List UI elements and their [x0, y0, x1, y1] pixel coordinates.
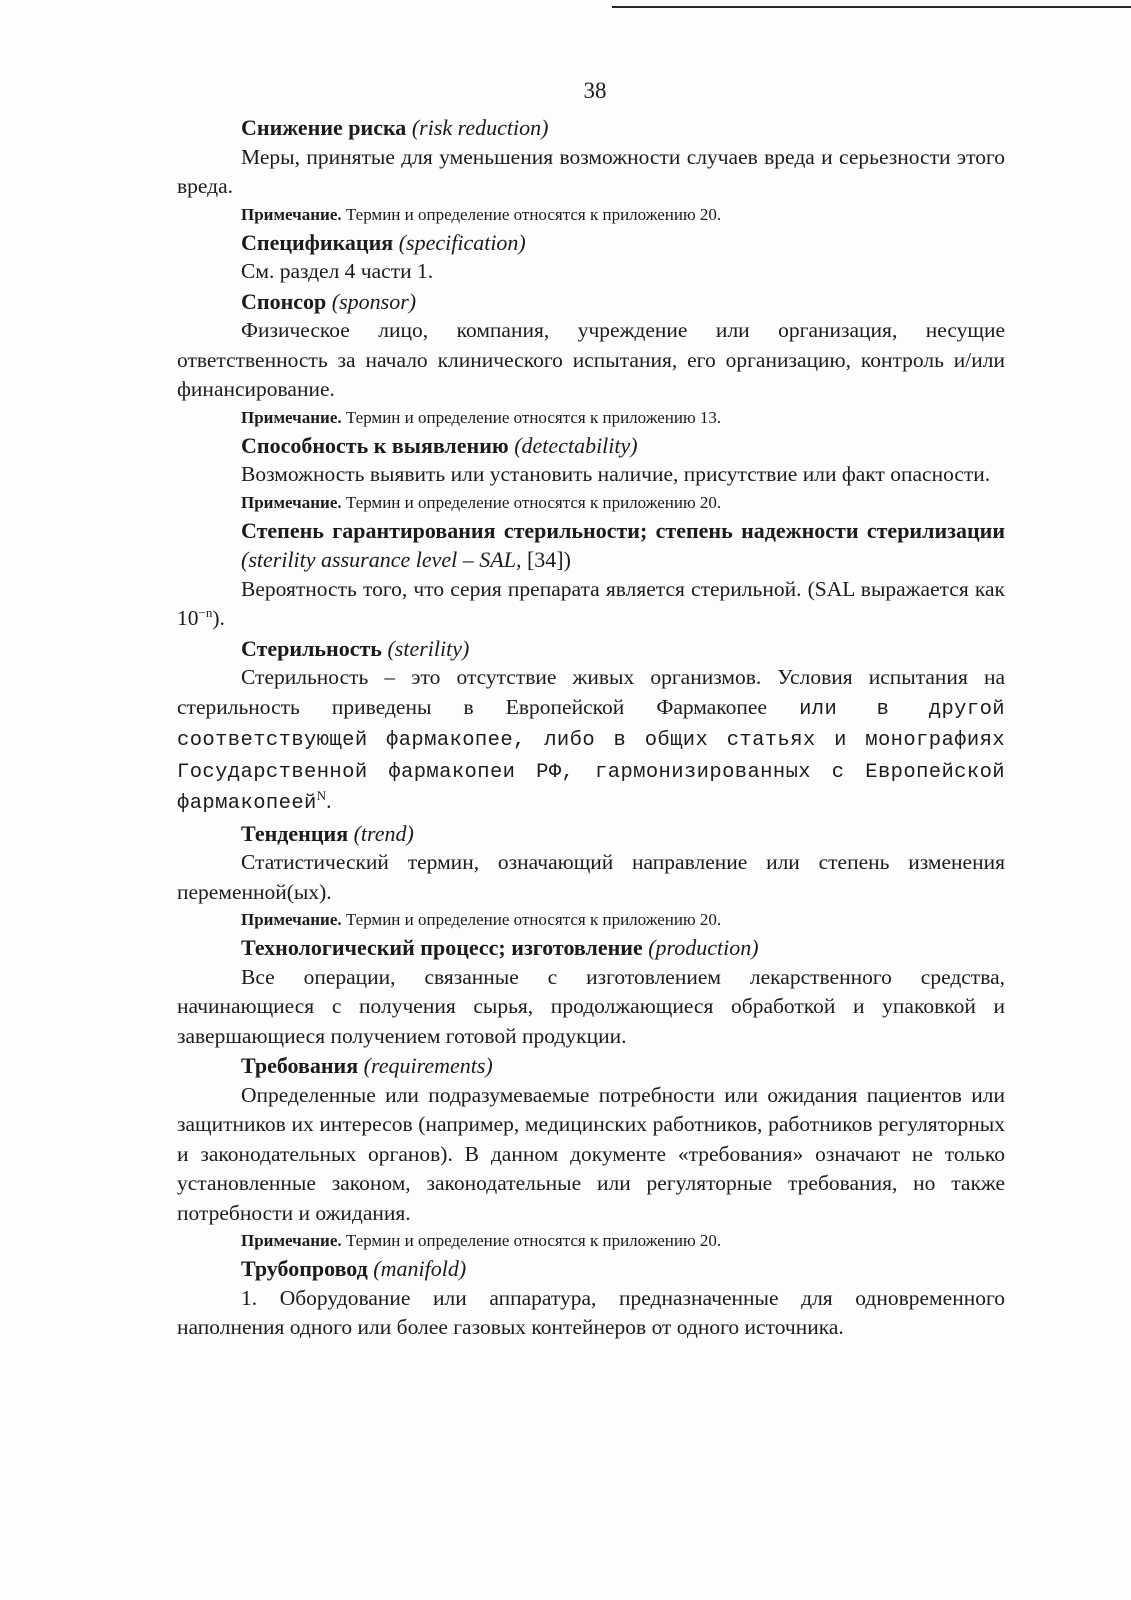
term-english: (production): [648, 935, 759, 960]
term-heading-sterility-assurance-level: [177, 516, 1005, 575]
term-english: (sterility assurance level – SAL,: [241, 547, 522, 572]
superscript-note: N: [316, 788, 327, 803]
term-heading-production: [177, 933, 1005, 963]
term-english: (risk reduction): [411, 115, 549, 140]
term-reference: [34]): [526, 547, 571, 572]
term-heading-risk-reduction: [177, 113, 1005, 143]
term-name: Снижение риска: [241, 115, 407, 140]
term-english: (specification): [398, 229, 526, 255]
term-english: (trend): [353, 820, 414, 846]
note-label: Примечание.: [241, 492, 342, 512]
term-heading-specification: [177, 228, 1005, 258]
term-english: (sterility): [387, 635, 470, 661]
term-definition: 1. Оборудование или аппаратура, предназначенные для одновременного наполнения одного или более газовых контейнеров от одного источника.: [177, 1285, 1005, 1339]
term-note: [177, 202, 1005, 228]
note-text: Термин и определение относятся к приложению 13.: [345, 407, 722, 427]
term-english: (detectability): [514, 432, 638, 458]
term-heading-requirements: [177, 1051, 1005, 1081]
term-heading-manifold: [177, 1254, 1005, 1284]
glossary-content: [177, 113, 1005, 1343]
term-name: Технологический процесс; изготовление: [241, 935, 643, 960]
term-definition: Статистический термин, означающий направление или степень изменения переменной(ых).: [177, 850, 1005, 904]
exponent: −n: [198, 605, 213, 620]
term-heading-detectability: [177, 431, 1005, 461]
term-definition: Возможность выявить или установить наличие, присутствие или факт опасности.: [241, 462, 991, 486]
term-heading-trend: [177, 819, 1005, 849]
term-name: Спонсор: [241, 288, 327, 314]
term-english: (manifold): [373, 1256, 467, 1281]
term-note: [177, 907, 1005, 933]
term-definition: Все операции, связанные с изготовлением лекарственного средства, начинающиеся с получения сырья, продолжающиеся обработкой и упаковкой и завершающиеся получением готовой продукции.: [177, 964, 1005, 1048]
term-english: (sponsor): [331, 288, 417, 314]
note-text: Термин и определение относятся к приложению 20.: [345, 492, 722, 512]
definition-text: Стерильность – это отсутствие живых организмов. Условия испытания на стерильность приведены в Европейской Фармакопее: [177, 665, 1005, 719]
term-definition: Меры, принятые для уменьшения возможности случаев вреда и серьезности этого вреда.: [177, 144, 1005, 198]
note-label: Примечание.: [241, 910, 342, 929]
term-definition: См. раздел 4 части 1.: [241, 259, 434, 283]
note-text: Термин и определение относятся к приложению 20.: [345, 910, 722, 929]
term-name: Тенденция: [241, 820, 349, 846]
term-name: Трубопровод: [241, 1256, 368, 1281]
term-note: [177, 1228, 1005, 1254]
term-definition: Физическое лицо, компания, учреждение или организация, несущие ответственность за начало клинического испытания, его организацию, контроль и/или финансирование.: [177, 318, 1005, 401]
term-name: Требования: [241, 1053, 359, 1078]
term-note: [177, 490, 1005, 516]
definition-end: .: [326, 789, 332, 813]
term-english: (requirements): [363, 1053, 493, 1078]
definition-text: Вероятность того, что серия препарата является стерильной. (SAL выражается как 10: [177, 576, 1005, 630]
definition-end: ).: [212, 606, 225, 630]
note-label: Примечание.: [241, 204, 342, 224]
term-name: Спецификация: [241, 229, 394, 255]
page-number: 38: [583, 78, 607, 103]
term-name: Способность к выявлению: [241, 432, 509, 458]
term-definition: Определенные или подразумеваемые потребности или ожидания пациентов или защитников их интересов (например, медицинских работников, работников регуляторных и законодательных органов). В данном документе «требования» означают не только установленные законом, законодательные или регуляторные требования, но также потребности и ожидания.: [177, 1082, 1005, 1225]
note-text: Термин и определение относятся к приложению 20.: [345, 204, 722, 224]
note-label: Примечание.: [241, 407, 342, 427]
scan-edge-line: [612, 6, 1131, 8]
note-label: Примечание.: [241, 1231, 342, 1250]
definition-text-monospace: или в другой соответствующей фармакопее, либо в общих статьях и монографиях Государственной фармакопеи РФ, гармонизированных с Европейской фармакопеей: [177, 697, 1005, 815]
term-definition: [177, 575, 1005, 634]
term-name: Степень гарантирования стерильности; степень надежности стерилизации: [241, 517, 1005, 543]
term-name: Стерильность: [241, 635, 382, 661]
term-definition: [177, 663, 1005, 819]
term-note: [177, 405, 1005, 431]
term-heading-sponsor: [177, 287, 1005, 317]
term-heading-sterility: [177, 634, 1005, 664]
note-text: Термин и определение относятся к приложению 20.: [345, 1231, 722, 1250]
